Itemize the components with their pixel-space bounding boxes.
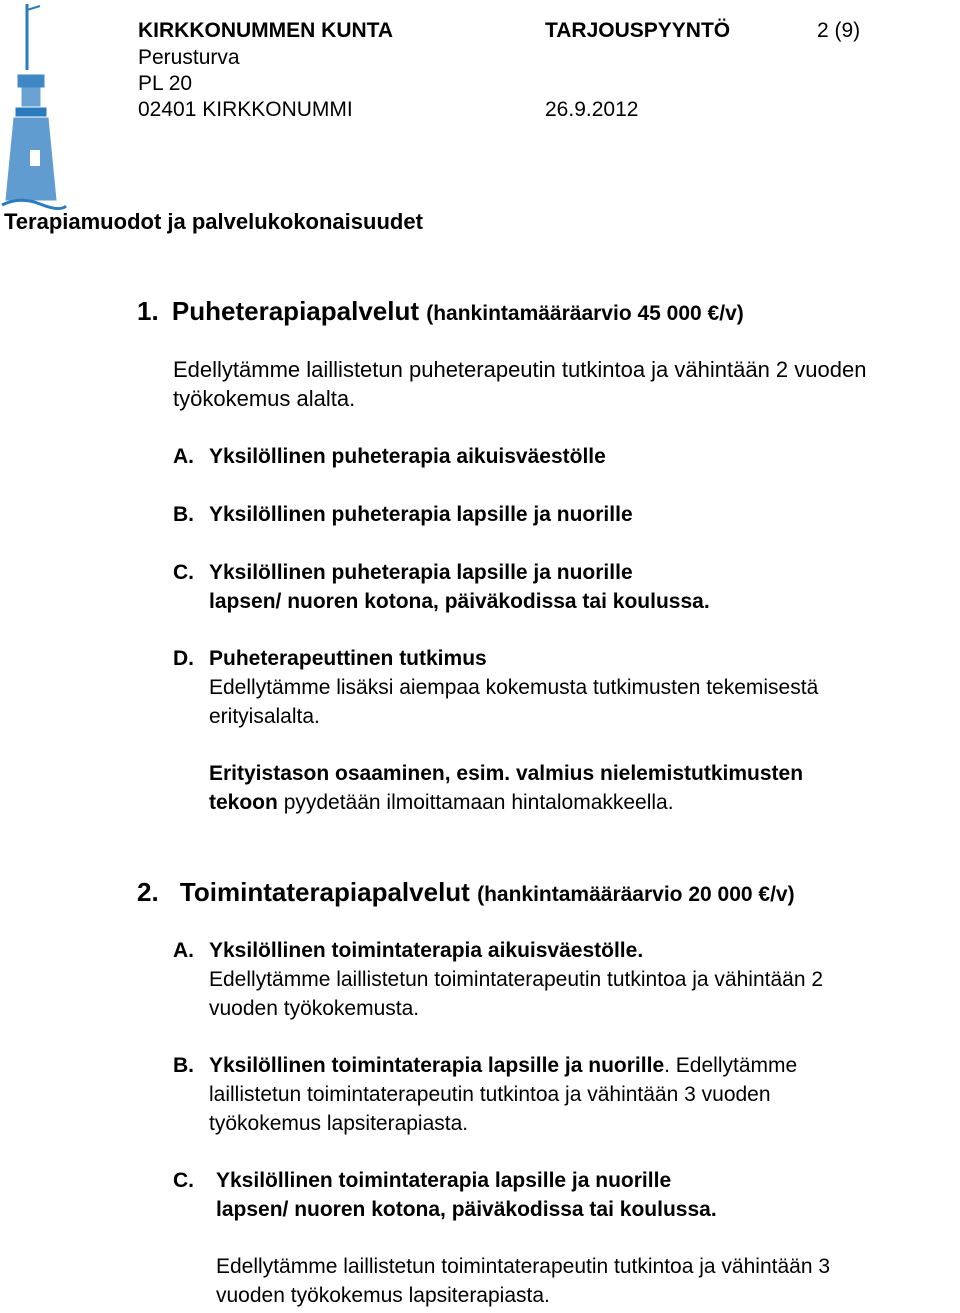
section-2-title: Toimintaterapiapalvelut xyxy=(179,877,470,907)
item-label: C. xyxy=(173,1169,194,1192)
section-2-estimate: (hankintamääräarvio 20 000 €/v) xyxy=(477,883,795,906)
item-text: Yksilöllinen toimintaterapia lapsille ja nuorille xyxy=(216,1169,672,1192)
item-label: B. xyxy=(173,1054,194,1077)
item-text: Yksilöllinen puheterapia lapsille ja nuorille xyxy=(209,561,633,584)
section-1-item-c xyxy=(173,558,633,587)
section-1-item-d-line1: Edellytämme lisäksi aiempaa kokemusta tutkimusten tekemisestä xyxy=(209,676,819,699)
item-text: Yksilöllinen toimintaterapia aikuisväestölle xyxy=(209,939,638,962)
item-label: A. xyxy=(173,445,194,468)
section-1-item-d xyxy=(173,644,487,673)
header-address: 02401 KIRKKONUMMI xyxy=(138,98,353,121)
item-text: Puheterapeuttinen tutkimus xyxy=(209,647,487,670)
section-2-number: 2. xyxy=(137,877,159,907)
section-1-note-line2 xyxy=(209,788,674,817)
item-label: A. xyxy=(173,939,194,962)
header-page-number: 2 (9) xyxy=(817,19,861,42)
section-2-item-a-line2: vuoden työkokemusta. xyxy=(209,997,420,1020)
lighthouse-logo-icon xyxy=(0,0,70,215)
note-bold: tekoon xyxy=(209,791,278,814)
section-2-item-c-line2: lapsen/ nuoren kotona, päiväkodissa tai koulussa. xyxy=(216,1198,717,1221)
section-1-estimate: (hankintamääräarvio 45 000 €/v) xyxy=(426,302,744,325)
section-2-item-b-line2: laillistetun toimintaterapeutin tutkintoa ja vähintään 3 vuoden xyxy=(209,1083,771,1106)
section-2-item-c-note1: Edellytämme laillistetun toimintaterapeutin tutkintoa ja vähintään 3 xyxy=(216,1255,831,1278)
section-1-note-line1: Erityistason osaaminen, esim. valmius nielemistutkimusten xyxy=(209,762,804,785)
section-2-heading xyxy=(137,876,795,911)
item-text: Yksilöllinen puheterapia aikuisväestölle xyxy=(209,445,606,468)
section-2-item-b-line3: työkokemus lapsiterapiasta. xyxy=(209,1112,469,1135)
section-2-item-a-line1: Edellytämme laillistetun toimintaterapeutin tutkintoa ja vähintään 2 xyxy=(209,968,824,991)
item-label: C. xyxy=(173,561,194,584)
section-1-item-a xyxy=(173,442,606,471)
item-rest: Edellytämme xyxy=(675,1054,798,1077)
header-doc-type: TARJOUSPYYNTÖ xyxy=(545,19,731,42)
section-1-item-c-line2: lapsen/ nuoren kotona, päiväkodissa tai koulussa. xyxy=(209,590,710,613)
note-rest: pyydetään ilmoittamaan hintalomakkeella. xyxy=(283,791,674,814)
header-po-box: PL 20 xyxy=(138,72,193,95)
header-org: KIRKKONUMMEN KUNTA xyxy=(138,19,394,42)
section-1-number: 1. xyxy=(137,296,159,326)
section-2-item-c xyxy=(173,1166,671,1195)
section-1-item-d-line2: erityisalalta. xyxy=(209,705,320,728)
section-1-item-b xyxy=(173,500,633,529)
section-2-item-a: A. Yksilöllinen toimintaterapia aikuisväestölle. xyxy=(173,936,643,965)
section-1-heading xyxy=(137,295,744,330)
section-2-item-b: B. Yksilöllinen toimintaterapia lapsille ja nuorille. Edellytämme xyxy=(173,1051,797,1080)
section-2-item-c-note2: vuoden työkokemus lapsiterapiasta. xyxy=(216,1284,550,1307)
item-text: Yksilöllinen puheterapia lapsille ja nuorille xyxy=(209,503,633,526)
item-label: B. xyxy=(173,503,194,526)
header-dept: Perusturva xyxy=(138,46,240,69)
section-1-intro-line2: työkokemus alalta. xyxy=(173,386,356,411)
item-label: D. xyxy=(173,647,194,670)
item-text: Yksilöllinen toimintaterapia lapsille ja nuorille xyxy=(209,1054,665,1077)
section-1-title: Puheterapiapalvelut xyxy=(171,296,419,326)
section-1-intro-line1: Edellytämme laillistetun puheterapeutin tutkintoa ja vähintään 2 vuoden xyxy=(173,357,867,382)
header-date: 26.9.2012 xyxy=(545,98,639,121)
page-title: Terapiamuodot ja palvelukokonaisuudet xyxy=(4,209,423,234)
